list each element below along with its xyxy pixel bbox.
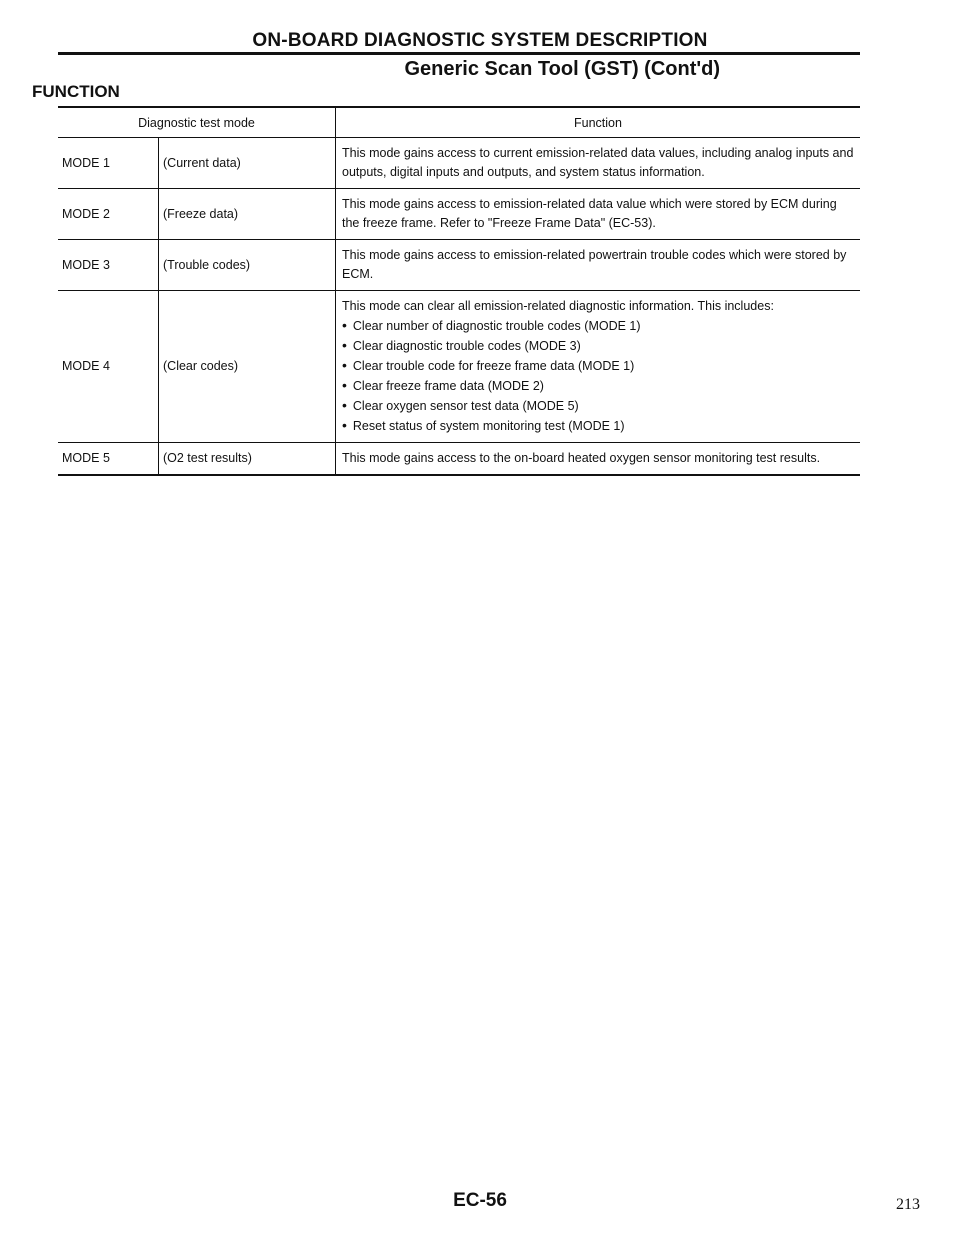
table-row — [58, 138, 860, 189]
bullet-item: • Clear number of diagnostic trouble codes (MODE 1) — [342, 316, 856, 336]
header-function: Function — [336, 107, 861, 138]
section-heading: FUNCTION — [32, 82, 120, 101]
table-row — [58, 240, 860, 291]
mode-cell: MODE 4 — [58, 291, 159, 443]
function-cell: This mode gains access to emission-related data value which were stored by ECM during the freeze frame. Refer to "Freeze Frame Data" (EC-53). — [336, 189, 861, 240]
function-cell: This mode gains access to emission-related powertrain trouble codes which were stored by ECM. — [336, 240, 861, 291]
bullet-item: • Clear diagnostic trouble codes (MODE 3) — [342, 336, 856, 356]
mode-description-cell: (Freeze data) — [159, 189, 336, 240]
function-cell — [336, 291, 861, 443]
diagnostic-mode-table — [58, 106, 860, 476]
table-row — [58, 443, 860, 476]
bullet-item: • Clear freeze frame data (MODE 2) — [342, 376, 856, 396]
table-row — [58, 189, 860, 240]
function-cell: This mode gains access to the on-board heated oxygen sensor monitoring test results. — [336, 443, 861, 476]
mode-cell: MODE 5 — [58, 443, 159, 476]
document-title: ON-BOARD DIAGNOSTIC SYSTEM DESCRIPTION — [252, 30, 708, 51]
table-header-row — [58, 107, 860, 138]
bullet-item: • Reset status of system monitoring test (MODE 1) — [342, 416, 856, 436]
page-code: EC-56 — [453, 1190, 507, 1211]
bullet-list — [342, 316, 856, 436]
mode-cell: MODE 2 — [58, 189, 159, 240]
title-rule — [58, 52, 860, 55]
bullet-item: • Clear oxygen sensor test data (MODE 5) — [342, 396, 856, 416]
mode-cell: MODE 1 — [58, 138, 159, 189]
table-row — [58, 291, 860, 443]
mode-description-cell: (O2 test results) — [159, 443, 336, 476]
mode-description-cell: (Trouble codes) — [159, 240, 336, 291]
mode-description-cell: (Current data) — [159, 138, 336, 189]
bullet-item: • Clear trouble code for freeze frame data (MODE 1) — [342, 356, 856, 376]
document-subtitle: Generic Scan Tool (GST) (Cont'd) — [404, 58, 720, 80]
function-cell: This mode gains access to current emission-related data values, including analog inputs and outputs, digital inputs and outputs, and system status information. — [336, 138, 861, 189]
mode-cell: MODE 3 — [58, 240, 159, 291]
page-number: 213 — [896, 1196, 920, 1213]
mode-description-cell: (Clear codes) — [159, 291, 336, 443]
header-diagnostic-test-mode: Diagnostic test mode — [58, 107, 336, 138]
function-intro: This mode can clear all emission-related diagnostic information. This includes: — [342, 299, 774, 313]
